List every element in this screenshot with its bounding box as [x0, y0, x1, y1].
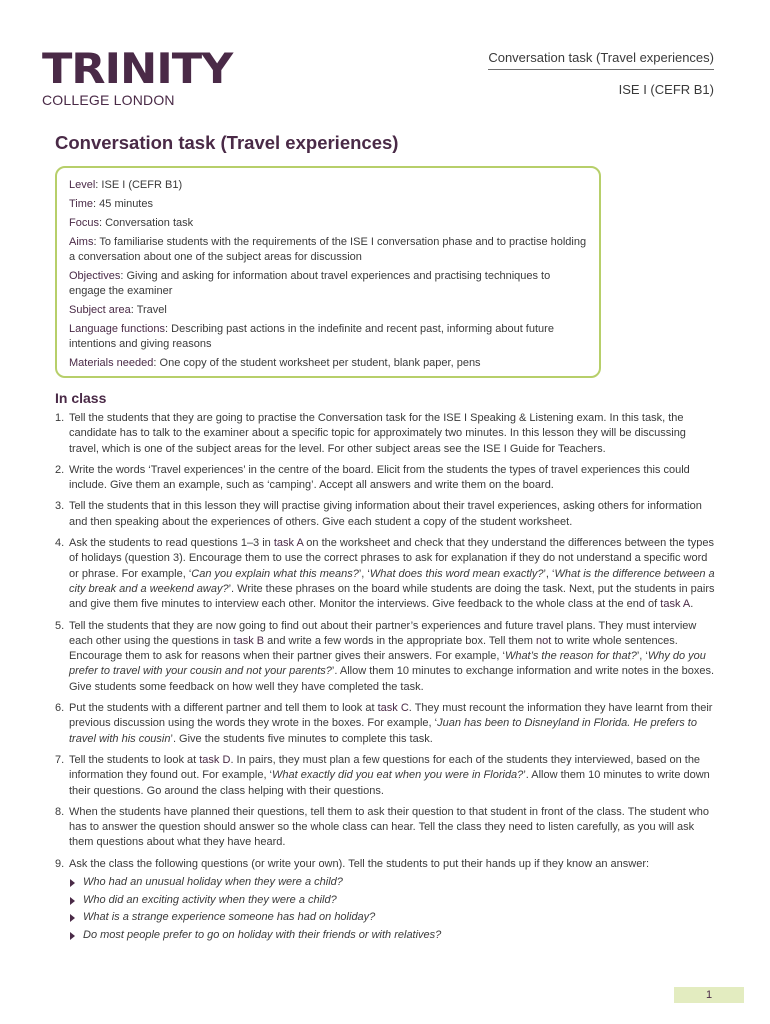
- page-number: 1: [674, 987, 744, 1003]
- example-phrase: What’s the reason for that?: [504, 650, 637, 663]
- step-text: . In pairs, they must plan a few questions for each of the students they interviewed, based on the information they found out. For example, ‘: [69, 753, 701, 782]
- step-item: [55, 857, 715, 944]
- step-text: Ask the students to read questions 1–3 in: [69, 537, 274, 550]
- step-text: .: [690, 598, 694, 611]
- header-title: Conversation task (Travel experiences): [488, 50, 714, 70]
- example-phrase: Why do you prefer to travel with your cousin and not your parents?: [69, 650, 706, 678]
- header-level: ISE I (CEFR B1): [618, 82, 714, 97]
- step-text: Tell the students that they are going to practise the Conversation task for the ISE I Speaking & Listening exam. In this task, the candidate has to talk to the examiner about a specific topic for approximately two minutes. In this lesson they will be discussing travel, which is one of the subject areas for the level. For other subject areas see the ISE I Guide for Teachers.: [69, 412, 686, 455]
- step-number: 4.: [55, 537, 65, 550]
- info-row: Subject area: Travel: [69, 304, 167, 316]
- bullet-triangle-icon: [70, 879, 75, 887]
- info-value: One copy of the student worksheet per student, blank paper, pens: [159, 357, 481, 369]
- question-item: [69, 927, 715, 945]
- info-value: Conversation task: [105, 217, 194, 229]
- bullet-triangle-icon: [70, 932, 75, 940]
- procedure-steps: [55, 411, 715, 950]
- task-reference: task D: [199, 753, 231, 766]
- step-number: 7.: [55, 753, 65, 766]
- step-number: 2.: [55, 463, 65, 476]
- step-text: When the students have planned their questions, tell them to ask their question to that student in front of the class. The student who has to answer the question should answer so the whole class can hear. Tell the class they need to listen carefully, as you will ask them questions about what they have heard.: [69, 805, 710, 849]
- question-text: Who did an exciting activity when they were a child?: [83, 893, 337, 906]
- step-number: 8.: [55, 805, 65, 818]
- info-label: Time: [69, 198, 94, 210]
- step-item: [55, 619, 715, 695]
- info-label: Subject area: [69, 304, 131, 316]
- question-text: Who had an unusual holiday when they were a child?: [83, 876, 343, 889]
- step-text: to write whole sentences. Encourage them to ask for reasons when their partner gives their answers. For example, ‘: [69, 634, 678, 663]
- info-label: Language functions: [69, 323, 166, 335]
- running-header: [488, 50, 714, 97]
- example-phrase: Can you explain what this means?: [191, 567, 359, 580]
- info-value: Travel: [136, 304, 167, 316]
- step-text: . They must recount the information they have learnt from their previous discussion using the words they wrote in the boxes. For example, ‘: [69, 702, 713, 730]
- lesson-info-box: [55, 166, 601, 378]
- step-text: Write the words ‘Travel experiences’ in the centre of the board. Elicit from the students the types of travel experiences this could include. Give them an example, such as ‘camping’. Accept all answers and write them on the board.: [69, 463, 690, 492]
- example-phrase: What is the difference between a city break and a weekend away?: [69, 567, 715, 595]
- info-value: Giving and asking for information about travel experiences and practising techniques to engage the examiner: [69, 270, 551, 297]
- info-label: Objectives: [69, 270, 121, 282]
- info-row: Time: 45 minutes: [69, 198, 153, 210]
- example-phrase: What does this word mean exactly?: [369, 567, 544, 580]
- info-value: 45 minutes: [99, 198, 153, 210]
- step-text: ’. Write these phrases on the board while students are doing the task. Next, put the students in pairs and give them five minutes to interview each other. Monitor the interviews. Give feedback to the whole class at the end of: [69, 582, 715, 611]
- question-text: Do most people prefer to go on holiday with their friends or with relatives?: [83, 928, 442, 941]
- info-row: Language functions: Describing past actions in the indefinite and recent past, informing about future intentions and giving reasons: [69, 323, 554, 350]
- step-number: 1.: [55, 412, 65, 424]
- example-phrase: What exactly did you eat when you were in Florida?: [272, 769, 524, 782]
- info-value: To familiarise students with the requirements of the ISE I conversation phase and to practise holding a conversation about one of the subject areas for discussion: [69, 236, 587, 263]
- task-reference: task A: [660, 598, 691, 611]
- step-text: on the worksheet and check that they understand the differences between the types of holidays (question 3). Encourage them to use the correct phrases to ask for explanation if they do not understand a specific word or phrase. For example, ‘: [69, 537, 714, 580]
- bullet-triangle-icon: [70, 897, 75, 905]
- info-label: Materials needed: [69, 357, 154, 369]
- info-row: Level: ISE I (CEFR B1): [69, 179, 183, 191]
- info-row: Aims: To familiarise students with the requirements of the ISE I conversation phase and to practise holding a conversation about one of the subject areas for discussion: [69, 236, 587, 263]
- question-item: [69, 892, 715, 910]
- info-row: Focus: Conversation task: [69, 217, 194, 229]
- info-row: Objectives: Giving and asking for information about travel experiences and practising techniques to engage the examiner: [69, 270, 551, 297]
- info-value: Describing past actions in the indefinite and recent past, informing about future intentions and giving reasons: [69, 323, 554, 350]
- section-title: In class: [55, 390, 107, 406]
- question-item: [69, 909, 715, 927]
- step-text: ’, ‘: [636, 650, 648, 663]
- step-text: Ask the class the following questions (or write your own). Tell the students to put their hands up if they know an answer:: [69, 857, 650, 870]
- step-item: [55, 701, 715, 747]
- task-reference: task A: [273, 537, 304, 550]
- task-reference: not: [535, 634, 552, 647]
- question-list: [69, 874, 715, 944]
- step-text: ’. Allow them 10 minutes to exchange information and write notes in the boxes. Give students some feedback on how well they have completed the task.: [69, 665, 715, 693]
- task-reference: task B: [233, 634, 265, 647]
- question-item: [69, 874, 715, 892]
- step-number: 3.: [55, 500, 65, 513]
- step-text: ’. Allow them 10 minutes to write down their questions. Go around the class helping with their questions.: [69, 769, 710, 797]
- step-text: Tell the students that they are now going to find out about their partner’s experiences and future travel plans. They must interview each other using the questions in: [69, 619, 697, 647]
- step-text: ’, ‘: [358, 567, 370, 580]
- step-text: Tell the students that in this lesson they will practise giving information about their travel experiences, asking others for information and then speaking about the experiences of others. Give each student a copy of the student worksheet.: [69, 500, 702, 528]
- step-text: ’, ‘: [543, 567, 555, 580]
- info-row: Materials needed: One copy of the student worksheet per student, blank paper, pens: [69, 357, 481, 369]
- step-item: [55, 463, 715, 494]
- example-phrase: Juan has been to Disneyland in Florida. He prefers to travel with his cousin: [69, 717, 697, 745]
- task-reference: task C: [377, 702, 409, 715]
- step-number: 5.: [55, 619, 65, 632]
- info-label: Level: [69, 179, 96, 191]
- logo-wordmark: TRINITY: [42, 44, 233, 93]
- trinity-logo: [42, 44, 233, 108]
- step-text: Put the students with a different partner and tell them to look at: [69, 702, 378, 715]
- info-value: ISE I (CEFR B1): [101, 179, 183, 191]
- bullet-triangle-icon: [70, 914, 75, 922]
- step-item: [55, 753, 715, 799]
- step-number: 9.: [55, 857, 65, 870]
- info-label: Aims: [69, 236, 94, 248]
- step-text: and write a few words in the appropriate box. Tell them: [264, 634, 536, 647]
- step-item: [55, 499, 715, 530]
- step-item: [55, 536, 715, 612]
- step-text: ’. Give the students five minutes to complete this task.: [170, 732, 433, 745]
- question-text: What is a strange experience someone has had on holiday?: [83, 911, 376, 924]
- step-item: [55, 805, 715, 851]
- step-item: [55, 411, 715, 457]
- page-title: Conversation task (Travel experiences): [55, 132, 399, 153]
- step-text: Tell the students to look at: [69, 753, 200, 766]
- step-number: 6.: [55, 702, 65, 715]
- info-label: Focus: [69, 217, 99, 229]
- logo-subtitle: COLLEGE LONDON: [42, 92, 175, 108]
